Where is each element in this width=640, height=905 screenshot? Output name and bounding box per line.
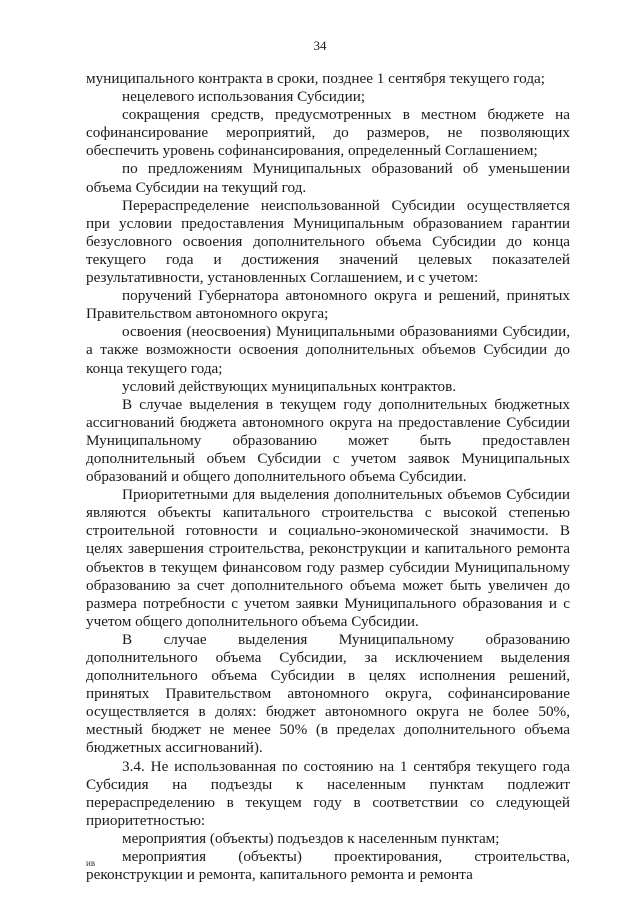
paragraph-budget-reduction: сокращения средств, предусмотренных в местном бюджете на софинансирование мероприятий, до размеров, не позволяющих обеспечить уровень софинансирования, определенный Соглашением; (86, 106, 570, 160)
paragraph-governor-orders: поручений Губернатора автономного округа и решений, принятых Правительством автономного округа; (86, 287, 570, 323)
paragraph-priority-objects: Приоритетными для выделения дополнительных объемов Субсидии являются объекты капитального строительства с высокой степенью строительной готовности и социально-экономической значимости. В целях завершения строительства, реконструкции и капитального ремонта объектов в текущем финансовом году размер субсидии Муниципальному образованию за счет дополнительного объема может быть увеличен до размера потребности с учетом заявки Муниципального образования и с учетом общего дополнительного объема Субсидии. (86, 486, 570, 630)
paragraph-contract-deadline: муниципального контракта в сроки, позднее 1 сентября текущего года; (86, 70, 546, 87)
paragraph-municipal-proposals: по предложениям Муниципальных образований об уменьшении объема Субсидии на текущий год. (86, 160, 570, 196)
paragraph-section-3-4: 3.4. Не использованная по состоянию на 1 сентября текущего года Субсидия на подъезды к населенным пунктам подлежит перераспределению в текущем году в соответствии со следующей приоритетностью: (86, 757, 570, 829)
paragraph-active-contracts: условий действующих муниципальных контрактов. (122, 377, 457, 395)
paragraph-additional-allocations: В случае выделения в текущем году дополнительных бюджетных ассигнований бюджета автономного округа на предоставление Субсидии Муниципальному образованию может быть предоставлен дополнительный объем Субсидии с учетом заявок Муниципальных образований и общего дополнительного объема Субсидии. (86, 395, 570, 486)
paragraph-misuse: нецелевого использования Субсидии; (122, 88, 366, 106)
paragraph-design-construction: мероприятия (объекты) проектирования, строительства, реконструкции и ремонта, капитального ремонта и ремонта (86, 848, 570, 884)
paragraph-approach-roads: мероприятия (объекты) подъездов к населенным пунктам; (122, 829, 500, 847)
document-body (86, 70, 570, 884)
footer-mark: ив (86, 858, 96, 868)
paragraph-cofinancing-shares: В случае выделения Муниципальному образованию дополнительного объема Субсидии, за исключением выделения дополнительного объема Субсидии в целях исполнения решений, принятых Правительством автономного округа, софинансирование осуществляется в долях: бюджет автономного округа не более 50%, местный бюджет не менее 50% (в пределах дополнительного объема бюджетных ассигнований). (86, 630, 570, 757)
paragraph-subsidy-utilization: освоения (неосвоения) Муниципальными образованиями Субсидии, а также возможности освоения дополнительных объемов Субсидии до конца текущего года; (86, 323, 570, 377)
paragraph-redistribution-conditions: Перераспределение неиспользованной Субсидии осуществляется при условии предоставления Муниципальным образованием гарантии безусловного освоения дополнительного объема Субсидии до конца текущего года и достижения значений целевых показателей результативности, установленных Соглашением, и с учетом: (86, 196, 570, 287)
page-number: 34 (313, 38, 327, 53)
